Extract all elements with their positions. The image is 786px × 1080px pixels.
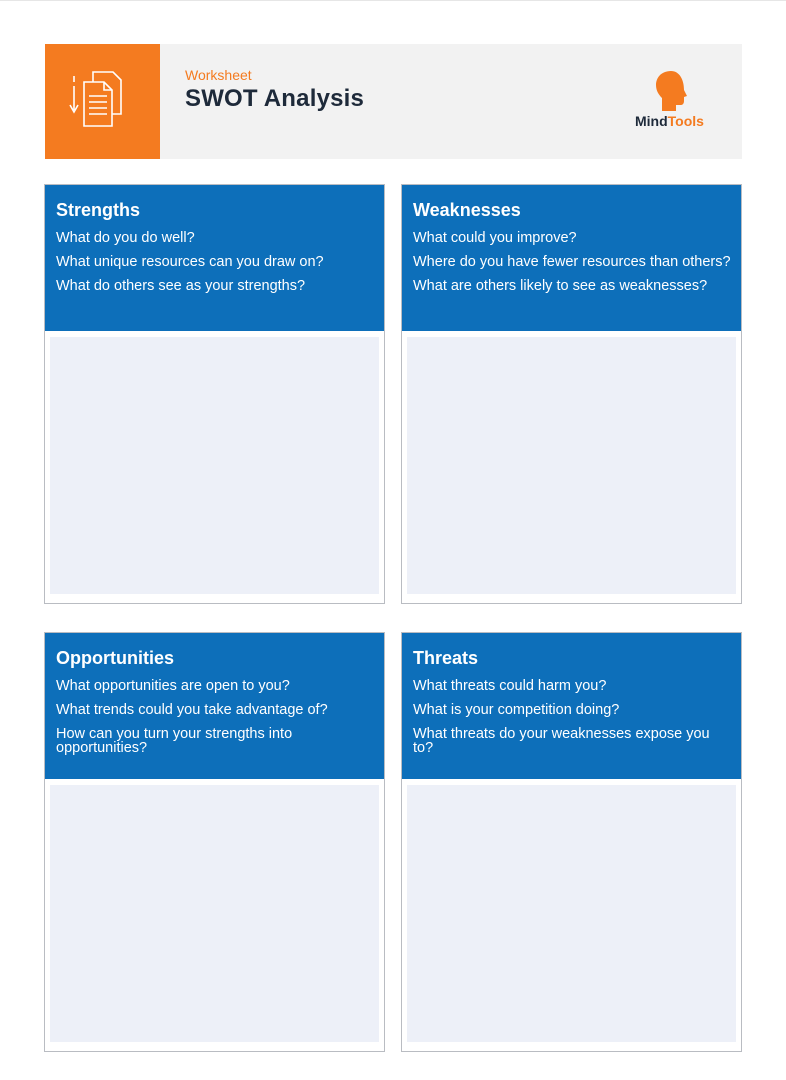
threats-title: Threats [413, 648, 479, 668]
opportunities-prompts [56, 679, 376, 765]
wordmark-mind: Mind [635, 113, 668, 129]
prompt-item: What do others see as your strengths? [56, 278, 306, 294]
threats-prompts [413, 679, 733, 765]
opportunities-answer-area[interactable] [50, 785, 379, 1042]
prompt-item: What threats do your weaknesses expose you to? [413, 726, 710, 756]
threats-header [402, 633, 741, 779]
document-arrow-icon [67, 70, 137, 134]
worksheet-header [45, 44, 742, 159]
weaknesses-answer-area[interactable] [407, 337, 736, 594]
weaknesses-prompts [413, 231, 733, 303]
strengths-header [45, 185, 384, 331]
prompt-item: What trends could you take advantage of? [56, 702, 328, 718]
opportunities-quadrant [44, 632, 385, 1052]
strengths-answer-area[interactable] [50, 337, 379, 594]
weaknesses-header [402, 185, 741, 331]
prompt-item: What unique resources can you draw on? [56, 254, 324, 270]
prompt-item: What opportunities are open to you? [56, 678, 290, 694]
page-title: SWOT Analysis [185, 85, 365, 112]
top-rule [0, 0, 786, 1]
weaknesses-quadrant [401, 184, 742, 604]
worksheet-label: Worksheet [185, 67, 252, 83]
opportunities-title: Opportunities [56, 648, 174, 668]
mindtools-logo [633, 70, 723, 132]
prompt-item: What is your competition doing? [413, 702, 620, 718]
opportunities-header [45, 633, 384, 779]
weaknesses-title: Weaknesses [413, 200, 521, 220]
strengths-title: Strengths [56, 200, 141, 220]
prompt-item: What do you do well? [56, 230, 195, 246]
head-profile-icon [655, 70, 689, 112]
wordmark-tools: Tools [667, 113, 704, 129]
threats-answer-area[interactable] [407, 785, 736, 1042]
prompt-item: How can you turn your strengths into opportunities? [56, 726, 293, 756]
prompt-item: What are others likely to see as weaknesses? [413, 278, 708, 294]
mindtools-wordmark [635, 113, 704, 129]
threats-quadrant [401, 632, 742, 1052]
prompt-item: What could you improve? [413, 230, 577, 246]
strengths-prompts [56, 231, 376, 303]
prompt-item: What threats could harm you? [413, 678, 607, 694]
document-icon-box [45, 44, 160, 159]
prompt-item: Where do you have fewer resources than others? [413, 254, 731, 270]
strengths-quadrant [44, 184, 385, 604]
